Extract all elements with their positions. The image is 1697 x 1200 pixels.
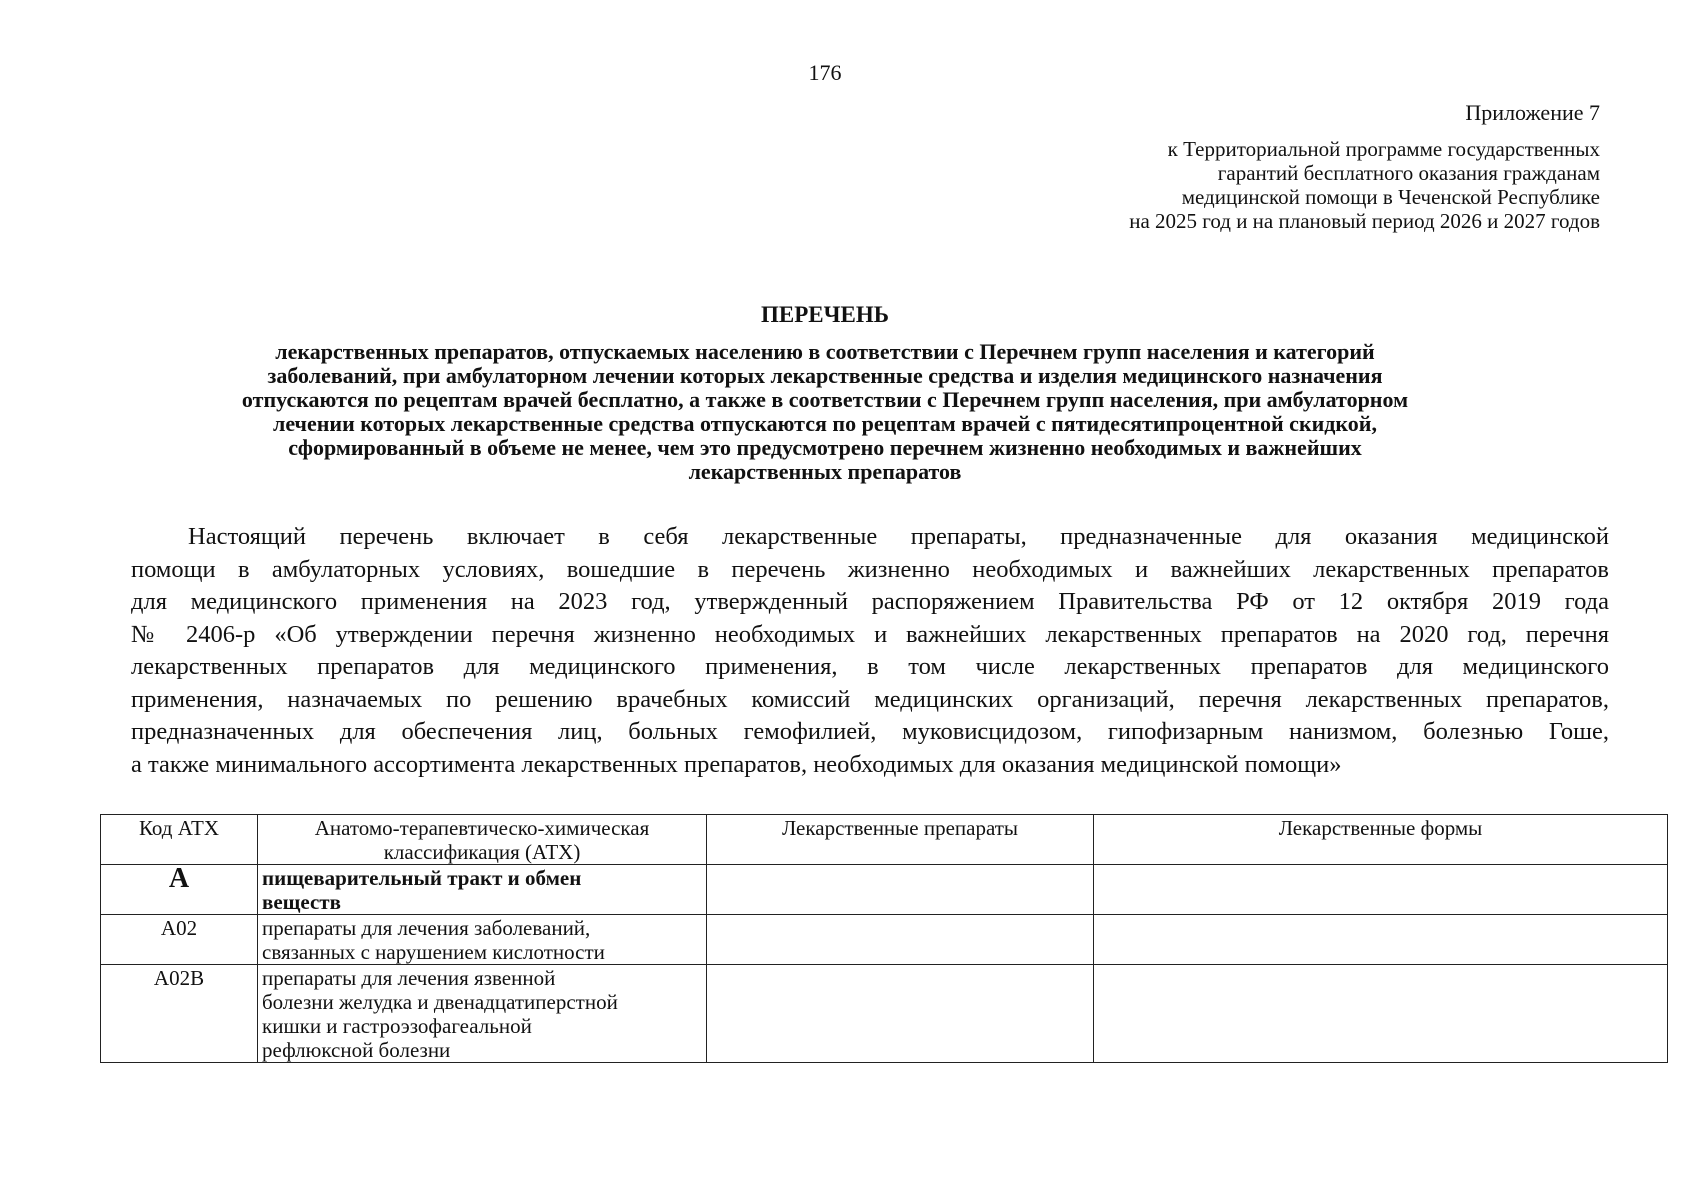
cell-code: А (101, 865, 258, 915)
intro-line: № 2406-р «Об утверждении перечня жизненно необходимых и важнейших лекарственных препаратов на 2020 год, перечня (131, 620, 1609, 648)
appendix-label: Приложение 7 (1465, 100, 1600, 125)
atc-table-body (101, 865, 1668, 1063)
cell-forms (1094, 865, 1668, 915)
header-classification (258, 815, 707, 865)
intro-paragraph (131, 521, 1609, 781)
header-classification-line: Анатомо-терапевтическо-химическая (314, 816, 650, 840)
classification-line: рефлюксной болезни (262, 1038, 451, 1062)
subtitle-line: лекарственных препаратов, отпускаемых населению в соответствии с Перечнем групп населения и категорий (275, 339, 1375, 364)
header-forms: Лекарственные формы (1094, 815, 1668, 865)
header-classification-line: классификация (АТХ) (383, 840, 581, 864)
document-title: ПЕРЕЧЕНЬ (761, 302, 889, 327)
classification-line: пищеварительный тракт и обмен (262, 866, 582, 890)
subtitle-line: заболеваний, при амбулаторном лечении которых лекарственные средства и изделия медицинского назначения (267, 363, 1383, 388)
intro-line: помощи в амбулаторных условиях, вошедшие в перечень жизненно необходимых и важнейших лекарственных препаратов (131, 555, 1609, 583)
classification-line: кишки и гастроэзофагеальной (262, 1014, 532, 1038)
cell-forms (1094, 915, 1668, 965)
header-drugs: Лекарственные препараты (707, 815, 1094, 865)
cell-code: А02В (101, 965, 258, 1063)
intro-line: а также минимального ассортимента лекарственных препаратов, необходимых для оказания медицинской помощи» (131, 750, 1342, 778)
appendix-line: к Территориальной программе государственных (1167, 137, 1600, 161)
cell-classification (258, 865, 707, 915)
appendix-line: медицинской помощи в Чеченской Республике (1181, 185, 1600, 209)
intro-line: Настоящий перечень включает в себя лекарственные препараты, предназначенные для оказания медицинской (188, 523, 1609, 550)
cell-forms (1094, 965, 1668, 1063)
classification-line: связанных с нарушением кислотности (262, 940, 605, 964)
page-number: 176 (808, 60, 842, 85)
intro-line: для медицинского применения на 2023 год, утвержденный распоряжением Правительства РФ от 12 октября 2019 года (131, 588, 1609, 615)
subtitle-line: лекарственных препаратов (688, 459, 962, 484)
appendix-line: гарантий бесплатного оказания гражданам (1217, 161, 1600, 185)
atc-table (100, 814, 1668, 1063)
atc-table-header (101, 815, 1668, 865)
cell-classification (258, 915, 707, 965)
appendix-line: на 2025 год и на плановый период 2026 и 2027 годов (1129, 209, 1600, 233)
classification-line: препараты для лечения язвенной (262, 966, 556, 990)
cell-code: А02 (101, 915, 258, 965)
cell-drugs (707, 915, 1094, 965)
cell-classification (258, 965, 707, 1063)
document-subtitle (100, 340, 1550, 484)
classification-line: болезни желудка и двенадцатиперстной (262, 990, 618, 1014)
classification-line: веществ (262, 890, 341, 914)
intro-line: лекарственных препаратов для медицинского применения, в том числе лекарственных препаратов для медицинского (131, 653, 1609, 680)
cell-drugs (707, 965, 1094, 1063)
header-code: Код АТХ (101, 815, 258, 865)
intro-line: применения, назначаемых по решению врачебных комиссий медицинских организаций, перечня лекарственных препаратов, (131, 685, 1609, 713)
subtitle-line: отпускаются по рецептам врачей бесплатно, а также в соответствии с Перечнем групп населения, при амбулаторном (241, 387, 1409, 412)
classification-line: препараты для лечения заболеваний, (262, 916, 591, 940)
intro-line: предназначенных для обеспечения лиц, больных гемофилией, муковисцидозом, гипофизарным нанизмом, болезнью Гоше, (131, 718, 1609, 745)
cell-drugs (707, 865, 1094, 915)
subtitle-line: лечении которых лекарственные средства отпускаются по рецептам врачей с пятидесятипроцентной скидкой, (273, 411, 1377, 436)
subtitle-line: сформированный в объеме не менее, чем это предусмотрено перечнем жизненно необходимых и важнейших (288, 435, 1362, 460)
table-row (101, 865, 1668, 915)
table-row (101, 915, 1668, 965)
table-row (101, 965, 1668, 1063)
table-header-row (101, 815, 1668, 865)
appendix-reference (1129, 137, 1600, 233)
